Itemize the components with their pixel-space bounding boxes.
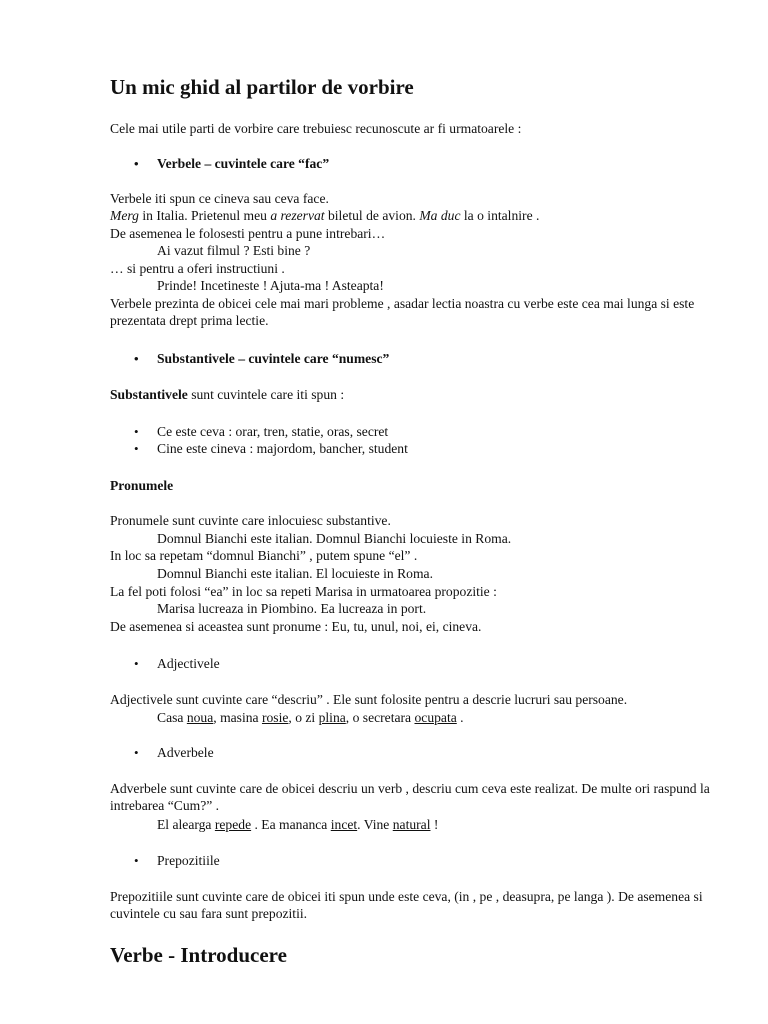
adj-ex-word-2: rosie <box>261 710 289 725</box>
bullet-verbs: • Verbele – cuvintele care “fac” <box>157 155 329 172</box>
bullet-adjectives: • Adjectivele <box>157 655 220 672</box>
nouns-lead-rest: sunt cuvintele care iti spun : <box>187 387 345 402</box>
intro-text: Cele mai utile parti de vorbire care trebuiesc recunoscute ar fi urmatoarele : <box>110 121 522 136</box>
adv-ex-text-c: . Vine <box>357 817 393 832</box>
adv-ex-text-a: El alearga <box>157 817 215 832</box>
pronouns-heading: Pronumele <box>110 478 174 493</box>
adj-ex-text-c: , o zi <box>288 710 319 725</box>
adj-ex-text-d: , o secretara <box>345 710 415 725</box>
bullet-prepositions: • Prepozitiile <box>157 852 220 869</box>
verbs-line-2-text-a: in Italia. Prietenul meu <box>138 208 271 223</box>
adverbs-line-1: Adverbele sunt cuvinte care de obicei descriu un verb , descriu cum ceva este realizat. De multe ori raspund la intrebarea “Cum?” . <box>110 781 710 813</box>
nouns-item-1: • Ce este ceva : orar, tren, statie, oras, secret <box>157 423 388 440</box>
adv-ex-word-3: natural <box>392 817 431 832</box>
bullet-nouns: • Substantivele – cuvintele care “numesc” <box>157 350 389 367</box>
adv-ex-word-2: incet <box>330 817 358 832</box>
adjectives-example <box>157 709 464 726</box>
section-title-verbs-intro: Verbe - Introducere <box>110 943 287 967</box>
adj-ex-text-e: . <box>456 710 464 725</box>
verbs-example-instructions: Prinde! Incetineste ! Ajuta-ma ! Asteapta! <box>157 278 384 293</box>
verbs-line-2-text-b: biletul de avion. <box>324 208 420 223</box>
page-title: Un mic ghid al partilor de vorbire <box>110 75 414 99</box>
pronouns-example-3: Marisa lucreaza in Piombino. Ea lucreaza in port. <box>157 601 427 616</box>
adverbs-example <box>157 816 438 833</box>
adj-ex-text-a: Casa <box>157 710 187 725</box>
adjectives-line-1: Adjectivele sunt cuvinte care “descriu” . Ele sunt folosite pentru a descrie lucruri sau persoane. <box>110 692 628 707</box>
adj-ex-word-1: noua <box>186 710 214 725</box>
adv-ex-text-b: . Ea mananca <box>251 817 331 832</box>
pronouns-line-1: Pronumele sunt cuvinte care inlocuiesc substantive. <box>110 513 391 528</box>
verbs-example-questions: Ai vazut filmul ? Esti bine ? <box>157 243 311 258</box>
pronouns-example-2: Domnul Bianchi este italian. El locuieste in Roma. <box>157 566 433 581</box>
verb-example-1: Merg <box>110 208 139 223</box>
adj-ex-word-4: ocupata <box>414 710 457 725</box>
bullet-adverbs: • Adverbele <box>157 744 214 761</box>
adv-ex-word-1: repede <box>214 817 252 832</box>
verbs-line-7: Verbele prezinta de obicei cele mai mari probleme , asadar lectia noastra cu verbe este cea mai lunga si este prezentata drept prima lectie. <box>110 296 695 328</box>
verb-example-3: Ma duc <box>419 208 461 223</box>
verbs-line-5: … si pentru a oferi instructiuni . <box>110 261 285 276</box>
pronouns-line-3: In loc sa repetam “domnul Bianchi” , putem spune “el” . <box>110 548 418 563</box>
pronouns-line-7: De asemenea si aceastea sunt pronume : Eu, tu, unul, noi, ei, cineva. <box>110 619 482 634</box>
verbs-line-2-text-c: la o intalnire . <box>460 208 540 223</box>
pronouns-example-1: Domnul Bianchi este italian. Domnul Bianchi locuieste in Roma. <box>157 531 512 546</box>
adj-ex-text-b: , masina <box>213 710 262 725</box>
adv-ex-text-d: ! <box>430 817 439 832</box>
nouns-item-2: • Cine este cineva : majordom, bancher, student <box>157 440 408 457</box>
verb-example-2: a rezervat <box>270 208 325 223</box>
adj-ex-word-3: plina <box>318 710 346 725</box>
verbs-line-2 <box>110 207 539 224</box>
nouns-lead <box>110 386 344 403</box>
verbs-line-3: De asemenea le folosesti pentru a pune intrebari… <box>110 226 386 241</box>
verbs-line-1: Verbele iti spun ce cineva sau ceva face. <box>110 191 329 206</box>
prepositions-line-1: Prepozitiile sunt cuvinte care de obicei iti spun unde este ceva, (in , pe , deasupra, pe langa ). De asemenea si cuvintele cu sau fara sunt prepozitii. <box>110 889 703 921</box>
nouns-lead-bold: Substantivele <box>110 387 188 402</box>
pronouns-line-5: La fel poti folosi “ea” in loc sa repeti Marisa in urmatoarea propozitie : <box>110 584 497 599</box>
